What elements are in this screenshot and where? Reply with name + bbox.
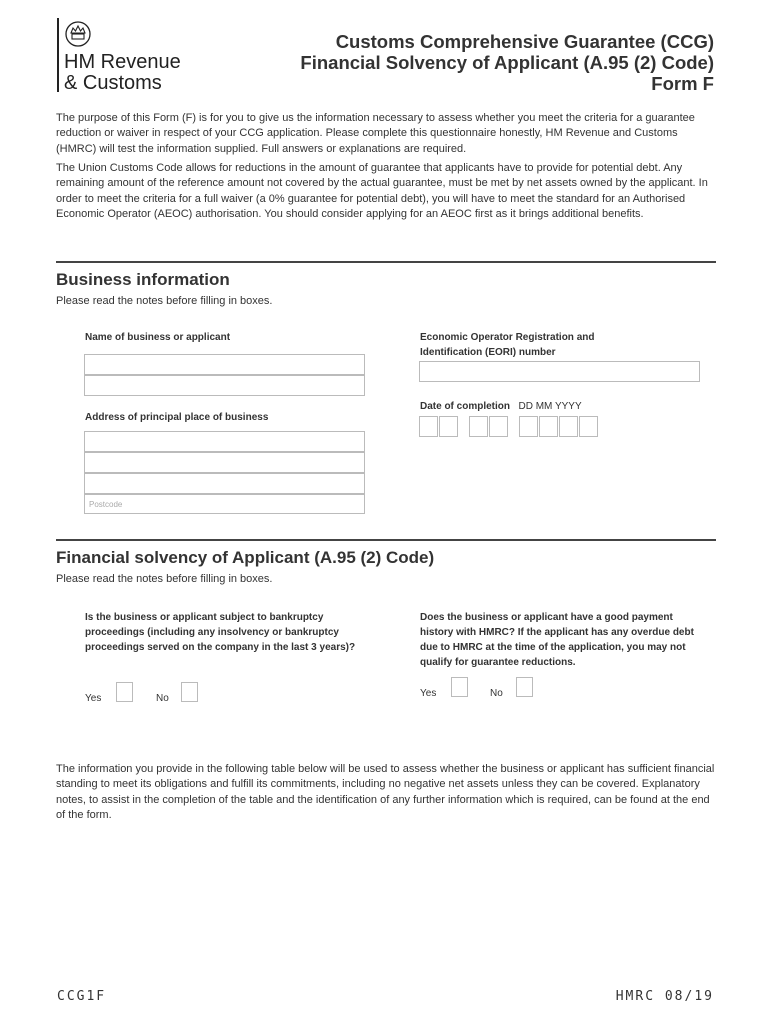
title-line-3: Form F <box>651 73 714 94</box>
title-line-2: Financial Solvency of Applicant (A.95 (2) Code) <box>300 52 714 73</box>
section-divider <box>56 261 716 263</box>
date-year-digit-3[interactable] <box>559 416 578 437</box>
date-month-digit-2[interactable] <box>489 416 508 437</box>
bankruptcy-no-checkbox[interactable] <box>181 682 198 702</box>
date-day-digit-1[interactable] <box>419 416 438 437</box>
logo-text <box>64 52 181 94</box>
payment-yes-checkbox[interactable] <box>451 677 468 697</box>
title-line-1: Customs Comprehensive Guarantee (CCG) <box>335 31 714 52</box>
address-field-line-1[interactable] <box>84 431 365 452</box>
date-day-digit-2[interactable] <box>439 416 458 437</box>
postcode-field[interactable] <box>84 494 365 514</box>
business-section-title: Business information <box>56 270 230 289</box>
form-code: CCG1F <box>57 989 107 1004</box>
eori-field[interactable] <box>419 361 700 382</box>
payment-history-question: Does the business or applicant have a good payment history with HMRC? If the applicant has any overdue debt due to HMRC at the time of the application, you may not qualify for guarantee reductions. <box>420 612 694 668</box>
solvency-section-subtitle: Please read the notes before filling in boxes. <box>56 573 273 585</box>
date-of-completion-label-row <box>420 396 582 414</box>
business-name-field-line-2[interactable] <box>84 375 365 396</box>
date-label: Date of completion <box>420 401 511 412</box>
table-intro-paragraph: The information you provide in the following table below will be used to assess whether the business or applicant has sufficient financial standing to meet its obligations and fulfill its commitments, including no negative net assets unless they can be covered. Explanatory notes, to assist in the completion of the table and the identification of any further information which is required, can be found at the end of the form. <box>56 763 715 821</box>
address-label: Address of principal place of business <box>85 412 269 423</box>
section-divider <box>56 539 716 541</box>
bankruptcy-yes-label: Yes <box>85 693 102 704</box>
bankruptcy-question: Is the business or applicant subject to bankruptcy proceedings (including any insolvency or bankruptcy proceedings served on the company in the last 3 years)? <box>85 612 356 653</box>
business-name-label: Name of business or applicant <box>85 332 231 343</box>
business-name-field-line-1[interactable] <box>84 354 365 375</box>
intro-paragraph-2: The Union Customs Code allows for reductions in the amount of guarantee that applicants have to provide for potential debt. Any remaining amount of the reference amount not covered by the actual guarantee, must be met by net assets owned by the applicant. In order to meet the criteria for a full waiver (a 0% guarantee for potential debt), you will have to meet the standard for an Authorised Economic Operator (AEOC) authorisation. You should consider applying for an AEOC first as it brings additional benefits. <box>56 162 708 220</box>
solvency-section-title: Financial solvency of Applicant (A.95 (2) Code) <box>56 548 435 567</box>
postcode-placeholder: Postcode <box>89 500 123 509</box>
date-year-digit-2[interactable] <box>539 416 558 437</box>
business-section-subtitle: Please read the notes before filling in boxes. <box>56 295 273 307</box>
address-field-line-2[interactable] <box>84 452 365 473</box>
date-year-digit-4[interactable] <box>579 416 598 437</box>
date-format-hint: DD MM YYYY <box>518 401 582 412</box>
form-title <box>300 31 714 94</box>
address-field-line-3[interactable] <box>84 473 365 494</box>
bankruptcy-no-label: No <box>156 693 169 704</box>
payment-no-label: No <box>490 688 503 699</box>
payment-yes-label: Yes <box>420 688 437 699</box>
eori-label: Economic Operator Registration and Identification (EORI) number <box>420 332 595 358</box>
bankruptcy-yes-checkbox[interactable] <box>116 682 133 702</box>
intro-paragraph-1: The purpose of this Form (F) is for you to give us the information necessary to assess whether you meet the criteria for a guarantee reduction or waiver in respect of your CCG application. Please complete this questionnaire honestly, HM Revenue and Customs (HMRC) will test the information supplied. Full answers or explanations are required. <box>56 112 695 155</box>
form-version: HMRC 08/19 <box>615 989 714 1004</box>
date-month-digit-1[interactable] <box>469 416 488 437</box>
logo-line-2: & Customs <box>64 72 162 94</box>
logo-divider <box>57 18 59 92</box>
date-year-digit-1[interactable] <box>519 416 538 437</box>
logo-line-1: HM Revenue <box>64 51 181 73</box>
payment-no-checkbox[interactable] <box>516 677 533 697</box>
royal-crest-icon <box>64 19 92 47</box>
